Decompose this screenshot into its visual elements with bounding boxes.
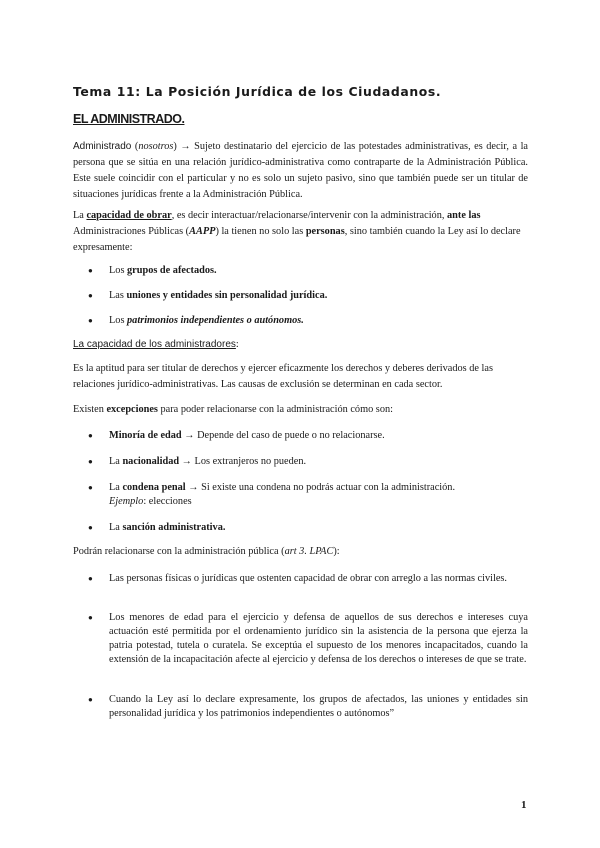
aptitude-paragraph: Es la aptitud para ser titular de derechos y ejercer eficazmente los derechos y deberes derivados de las relaciones jurídico-administrativas. Las causas de exclusión se determinan en cada sector. xyxy=(73,363,493,390)
bullet-icon: ● xyxy=(88,523,93,532)
list-item-prefix: La xyxy=(109,522,123,533)
list-item-bold: patrimonios independientes o autónomos. xyxy=(127,315,304,326)
capacity-lead: La xyxy=(73,210,87,221)
example-label: Ejemplo xyxy=(109,496,144,507)
exceptions-intro-pre: Existen xyxy=(73,404,107,415)
list-item xyxy=(88,481,528,509)
list-item xyxy=(88,693,528,721)
arrow-icon: → xyxy=(181,430,198,441)
capacity-abbr: AAPP xyxy=(189,226,216,237)
list-item-bold: nacionalidad xyxy=(122,456,180,467)
arrow-icon: → xyxy=(179,456,195,467)
definition-term-note: nosotros xyxy=(138,141,174,152)
definition-term: Administrado xyxy=(73,141,132,152)
list-item-bold: Minoría de edad xyxy=(109,430,182,441)
list-item-text: Si existe una condena no podrás actuar con la administración. xyxy=(201,482,456,493)
lpac-intro-post: ): xyxy=(333,546,340,557)
capacity-term: capacidad de obrar xyxy=(86,210,172,221)
list-item-prefix: La xyxy=(109,456,123,467)
list-item xyxy=(88,572,528,586)
list-item-bold: grupos de afectados. xyxy=(127,265,217,276)
list-item-bold: condena penal xyxy=(122,482,186,493)
bullet-icon: ● xyxy=(88,431,93,440)
list-item xyxy=(88,521,528,535)
lpac-reference: art 3. LPAC xyxy=(284,546,334,557)
list-item-text: Depende del caso de puede o no relacionarse. xyxy=(197,430,385,441)
section-heading: EL ADMINISTRADO. xyxy=(73,112,185,126)
exceptions-intro xyxy=(73,402,528,418)
list-item-text: Las personas físicas o jurídicas que ostenten capacidad de obrar con arreglo a las normas civiles. xyxy=(109,573,507,584)
list-item-bold: sanción administrativa. xyxy=(122,522,226,533)
lpac-intro xyxy=(73,544,528,560)
exceptions-intro-bold: excepciones xyxy=(106,404,158,415)
capacity-mid3: ) la tienen no solo las xyxy=(215,226,306,237)
admin-capacity-colon: : xyxy=(235,339,239,350)
page-number: 1 xyxy=(521,799,527,811)
list-item-text: Los menores de edad para el ejercicio y defensa de aquellos de sus derechos e intereses cuya actuación esté permitida por el ordenamiento jurídico sin la asistencia de la persona que ejerza la patria potestad, tutela o curatela. Se exceptúa el supuesto de los menores incapacitados, cuando la extensión de la incapacitación afecte al ejercicio y defensa de los derechos o intereses de que se trate. xyxy=(109,612,528,665)
arrow-icon: → xyxy=(185,482,202,493)
bullet-icon: ● xyxy=(88,291,93,300)
bullet-icon: ● xyxy=(88,574,93,583)
list-item xyxy=(88,289,528,303)
list-item xyxy=(88,611,528,667)
list-item-text: Los extranjeros no pueden. xyxy=(194,456,307,467)
list-item xyxy=(88,314,528,328)
bullet-icon: ● xyxy=(88,483,93,492)
definition-open-paren: ( xyxy=(131,141,139,152)
list-item xyxy=(88,455,528,469)
list-item-bold: uniones y entidades sin personalidad jurídica. xyxy=(126,290,328,301)
lpac-intro-pre: Podrán relacionarse con la administración pública ( xyxy=(73,546,285,557)
list-item-text: Cuando la Ley así lo declare expresamente, los grupos de afectados, las uniones y entidades sin personalidad jurídica y los patrimonios independientes o autónomos” xyxy=(109,694,528,719)
arrow-icon: → xyxy=(180,141,191,152)
list-item-prefix: Los xyxy=(109,315,128,326)
bullet-icon: ● xyxy=(88,316,93,325)
bullet-icon: ● xyxy=(88,695,93,704)
bullet-icon: ● xyxy=(88,613,93,622)
admin-capacity-heading-text: La capacidad de los administradores xyxy=(73,339,236,350)
list-item-prefix: Los xyxy=(109,265,128,276)
example-text: : elecciones xyxy=(143,496,192,507)
capacity-tail: , sino también cuando la Ley así lo declare expresamente: xyxy=(73,226,521,253)
admin-capacity-subheading xyxy=(73,337,239,353)
capacity-mid: , es decir interactuar/relacionarse/intervenir con la administración, xyxy=(171,210,448,221)
capacity-paragraph xyxy=(73,208,528,256)
capacity-mid2: Administraciones Públicas ( xyxy=(73,226,190,237)
document-title: Tema 11: La Posición Jurídica de los Ciudadanos. xyxy=(73,84,442,99)
list-item-prefix: La xyxy=(109,482,123,493)
list-item xyxy=(88,264,528,278)
capacity-persons: personas xyxy=(305,226,345,237)
definition-text: Sujeto destinatario del ejercicio de las potestades administrativas, es decir, a la persona que se sitúa en una relación jurídico-administrativa como contraparte de la Administración Pública. Este suele coincidir con el particular y no es solo un sujeto pasivo, sino que también puede ser un titular de situaciones jurídicas frente a la Administración Pública. xyxy=(73,141,528,200)
exceptions-intro-post: para poder relacionarse con la administración cómo son: xyxy=(157,404,393,415)
list-item xyxy=(88,429,528,443)
list-item-prefix: Las xyxy=(109,290,127,301)
bullet-icon: ● xyxy=(88,457,93,466)
definition-close-paren: ) xyxy=(173,141,181,152)
capacity-bold-mid: ante las xyxy=(447,210,481,221)
bullet-icon: ● xyxy=(88,266,93,275)
definition-paragraph xyxy=(73,139,528,203)
